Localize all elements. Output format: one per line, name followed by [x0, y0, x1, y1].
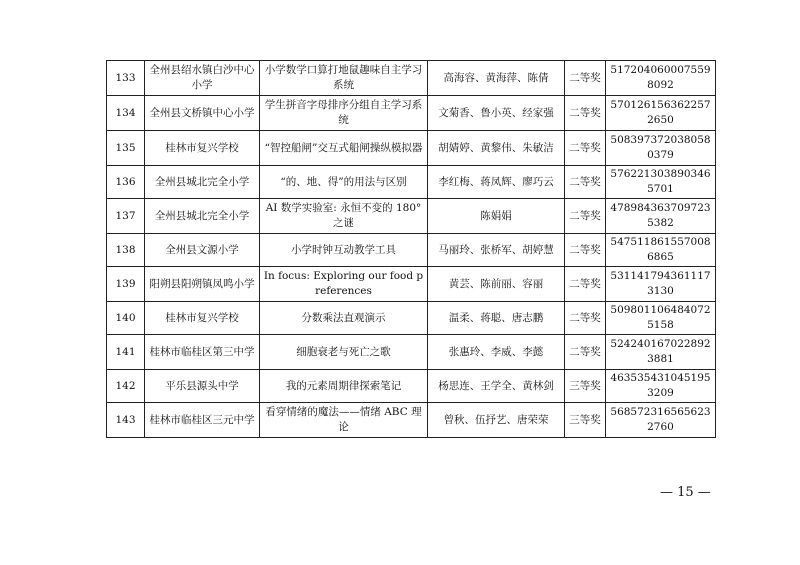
school-cell: 全州县城北完全小学 — [145, 199, 260, 234]
award-cell: 二等奖 — [565, 267, 606, 302]
table-row — [107, 131, 716, 166]
row-number-cell: 140 — [107, 302, 145, 335]
row-number-cell: 134 — [107, 96, 145, 131]
table-row — [107, 96, 716, 131]
authors-cell: 曾秋、伍抒艺、唐荣荣 — [428, 403, 565, 438]
school-cell: 平乐县源头中学 — [145, 370, 260, 403]
row-number-cell: 143 — [107, 403, 145, 438]
school-cell: 全州县绍水镇白沙中心小学 — [145, 61, 260, 96]
school-cell: 桂林市复兴学校 — [145, 131, 260, 166]
project-cell: 分数乘法直观演示 — [260, 302, 428, 335]
authors-cell: 杨思连、王学全、黄林剑 — [428, 370, 565, 403]
project-cell: 学生拼音字母排序分组自主学习系统 — [260, 96, 428, 131]
page-number: — 15 — — [660, 485, 711, 500]
authors-cell: 张惠玲、李威、李懿 — [428, 335, 565, 370]
table-row — [107, 267, 716, 302]
code-cell: 5475118615570086865 — [606, 234, 716, 267]
authors-cell: 陈娟娟 — [428, 199, 565, 234]
project-cell: 小学时钟互动教学工具 — [260, 234, 428, 267]
project-cell: “的、地、得”的用法与区别 — [260, 166, 428, 199]
project-cell: “智控船闸”交互式船闸操纵模拟器 — [260, 131, 428, 166]
authors-cell: 马丽玲、张桥军、胡婷慧 — [428, 234, 565, 267]
school-cell: 阳朔县阳朔镇凤鸣小学 — [145, 267, 260, 302]
project-cell: 我的元素周期律探索笔记 — [260, 370, 428, 403]
row-number-cell: 138 — [107, 234, 145, 267]
award-cell: 三等奖 — [565, 403, 606, 438]
table-row — [107, 302, 716, 335]
school-cell: 全州县文源小学 — [145, 234, 260, 267]
table-row — [107, 234, 716, 267]
code-cell: 5311417943611173130 — [606, 267, 716, 302]
project-cell: 细胞衰老与死亡之歌 — [260, 335, 428, 370]
row-number-cell: 142 — [107, 370, 145, 403]
code-cell: 4635354310451953209 — [606, 370, 716, 403]
awards-table-body — [107, 61, 716, 438]
awards-table — [106, 60, 716, 438]
row-number-cell: 135 — [107, 131, 145, 166]
award-cell: 二等奖 — [565, 166, 606, 199]
authors-cell: 文菊香、鲁小英、经家强 — [428, 96, 565, 131]
code-cell: 5172040600075598092 — [606, 61, 716, 96]
row-number-cell: 141 — [107, 335, 145, 370]
authors-cell: 黄芸、陈前丽、容丽 — [428, 267, 565, 302]
award-cell: 三等奖 — [565, 370, 606, 403]
code-cell: 5685723165656232760 — [606, 403, 716, 438]
award-cell: 二等奖 — [565, 96, 606, 131]
code-cell: 5701261563622572650 — [606, 96, 716, 131]
authors-cell: 胡婧婷、黄黎伟、朱敏洁 — [428, 131, 565, 166]
authors-cell: 高海容、黄海萍、陈倩 — [428, 61, 565, 96]
table-row — [107, 199, 716, 234]
code-cell: 5762213038903465701 — [606, 166, 716, 199]
row-number-cell: 139 — [107, 267, 145, 302]
code-cell: 5242401670228923881 — [606, 335, 716, 370]
project-cell: In focus: Exploring our food preferences — [260, 267, 428, 302]
award-cell: 二等奖 — [565, 335, 606, 370]
row-number-cell: 137 — [107, 199, 145, 234]
school-cell: 桂林市临桂区三元中学 — [145, 403, 260, 438]
school-cell: 全州县城北完全小学 — [145, 166, 260, 199]
table-row — [107, 370, 716, 403]
project-cell: 小学数学口算打地鼠趣味自主学习系统 — [260, 61, 428, 96]
table-row — [107, 335, 716, 370]
project-cell: 看穿情绪的魔法——情绪 ABC 理论 — [260, 403, 428, 438]
award-cell: 二等奖 — [565, 131, 606, 166]
project-cell: AI 数学实验室: 永恒不变的 180°之谜 — [260, 199, 428, 234]
school-cell: 桂林市复兴学校 — [145, 302, 260, 335]
award-cell: 二等奖 — [565, 199, 606, 234]
table-row — [107, 403, 716, 438]
award-cell: 二等奖 — [565, 302, 606, 335]
table-row — [107, 166, 716, 199]
school-cell: 全州县文桥镇中心小学 — [145, 96, 260, 131]
authors-cell: 李红梅、蒋凤辉、廖巧云 — [428, 166, 565, 199]
row-number-cell: 133 — [107, 61, 145, 96]
row-number-cell: 136 — [107, 166, 145, 199]
code-cell: 4789843637097235382 — [606, 199, 716, 234]
authors-cell: 温柔、蒋聪、唐志鹏 — [428, 302, 565, 335]
school-cell: 桂林市临桂区第三中学 — [145, 335, 260, 370]
award-cell: 二等奖 — [565, 234, 606, 267]
code-cell: 5098011064840725158 — [606, 302, 716, 335]
award-cell: 二等奖 — [565, 61, 606, 96]
table-row — [107, 61, 716, 96]
code-cell: 5083973720380580379 — [606, 131, 716, 166]
